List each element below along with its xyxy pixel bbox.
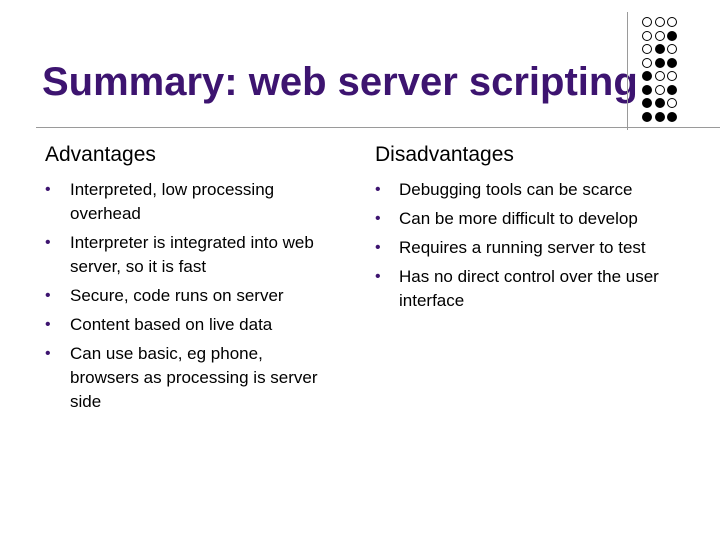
bullet-icon: •	[45, 181, 51, 198]
vertical-divider	[627, 12, 628, 130]
empty-dot-icon	[667, 44, 677, 54]
horizontal-divider	[36, 127, 720, 128]
filled-dot-icon	[642, 112, 652, 122]
disadvantage-text: Requires a running server to test	[399, 238, 646, 257]
filled-dot-icon	[667, 112, 677, 122]
advantage-text: Can use basic, eg phone, browsers as processing is server side	[70, 344, 318, 411]
advantage-item	[45, 178, 335, 226]
advantage-item	[45, 313, 335, 337]
disadvantages-heading: Disadvantages	[375, 143, 514, 166]
filled-dot-icon	[655, 112, 665, 122]
empty-dot-icon	[655, 17, 665, 27]
bullet-icon: •	[45, 345, 51, 362]
empty-dot-icon	[642, 17, 652, 27]
bullet-icon: •	[375, 181, 381, 198]
filled-dot-icon	[655, 58, 665, 68]
disadvantage-text: Has no direct control over the user interface	[399, 267, 659, 310]
filled-dot-icon	[667, 85, 677, 95]
advantages-heading: Advantages	[45, 143, 156, 166]
disadvantage-item	[375, 207, 695, 231]
disadvantage-text: Debugging tools can be scarce	[399, 180, 633, 199]
disadvantage-item	[375, 236, 695, 260]
advantage-text: Content based on live data	[70, 315, 273, 334]
filled-dot-icon	[642, 98, 652, 108]
filled-dot-icon	[642, 85, 652, 95]
empty-dot-icon	[667, 17, 677, 27]
disadvantage-item	[375, 178, 695, 202]
empty-dot-icon	[655, 71, 665, 81]
empty-dot-icon	[667, 71, 677, 81]
bullet-icon: •	[375, 268, 381, 285]
advantages-column	[45, 143, 335, 419]
empty-dot-icon	[642, 44, 652, 54]
advantage-text: Secure, code runs on server	[70, 286, 284, 305]
filled-dot-icon	[667, 31, 677, 41]
filled-dot-icon	[642, 71, 652, 81]
disadvantage-text: Can be more difficult to develop	[399, 209, 638, 228]
filled-dot-icon	[667, 58, 677, 68]
advantages-list	[45, 178, 335, 414]
bullet-icon: •	[375, 239, 381, 256]
empty-dot-icon	[667, 98, 677, 108]
empty-dot-icon	[642, 58, 652, 68]
advantage-item	[45, 342, 335, 414]
dot-grid-icon	[642, 17, 677, 122]
advantage-item	[45, 284, 335, 308]
empty-dot-icon	[655, 85, 665, 95]
bullet-icon: •	[45, 316, 51, 333]
empty-dot-icon	[655, 31, 665, 41]
advantage-text: Interpreted, low processing overhead	[70, 180, 275, 223]
disadvantages-list	[375, 178, 695, 313]
disadvantages-column	[375, 143, 695, 318]
filled-dot-icon	[655, 98, 665, 108]
advantage-item	[45, 231, 335, 279]
bullet-icon: •	[375, 210, 381, 227]
bullet-icon: •	[45, 234, 51, 251]
bullet-icon: •	[45, 287, 51, 304]
filled-dot-icon	[655, 44, 665, 54]
disadvantage-item	[375, 265, 695, 313]
empty-dot-icon	[642, 31, 652, 41]
advantage-text: Interpreter is integrated into web server, so it is fast	[70, 233, 314, 276]
slide-title: Summary: web server scripting	[42, 60, 638, 104]
